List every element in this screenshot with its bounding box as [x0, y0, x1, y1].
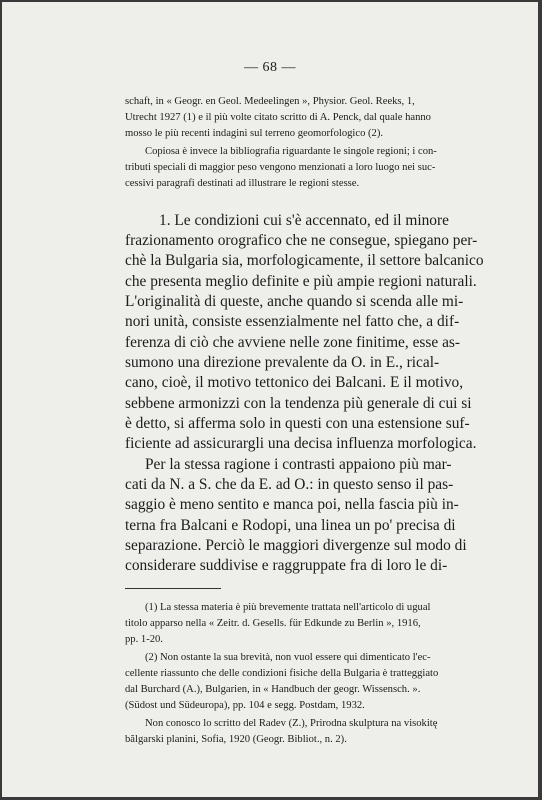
footnote-line: pp. 1-20.: [125, 634, 163, 645]
footnote-line: cellente riassunto che delle condizioni fisiche della Bulgaria è tratteggiato: [125, 668, 439, 679]
body-line: L'originalità di queste, anche quando si scenda alle mi-: [125, 293, 464, 310]
intro-line: schaft, in « Geogr. en Geol. Medeelingen », Physior. Geol. Reeks, 1,: [125, 96, 415, 107]
body-line: che presenta meglio definite e più ampie regioni naturali.: [125, 273, 477, 290]
body-line: terna fra Balcani e Rodopi, una linea un po' precisa di: [125, 517, 456, 534]
body-line: ficiente ad assicurargli una decisa influenza morfologica.: [125, 435, 477, 452]
footnote-line: dal Burchard (A.), Bulgarien, in « Handbuch der geogr. Wissensch. ».: [125, 684, 421, 695]
intro-line: mosso le più recenti indagini sul terreno geomorfologico (2).: [125, 128, 384, 139]
body-line: sebbene armonizzi con la tendenza più generale di cui si: [125, 395, 472, 412]
footnote-line: (Südost und Südeuropa), pp. 104 e segg. Postdam, 1932.: [125, 700, 365, 711]
footnote-rule: [125, 588, 221, 589]
body-line: nori unità, consiste essenzialmente nel fatto che, a dif-: [125, 313, 460, 330]
book-page: [2, 2, 538, 797]
intro-line: Copiosa è invece la bibliografia riguardante le singole regioni; i con-: [145, 146, 437, 157]
body-line: frazionamento orografico che ne consegue, spiegano per-: [125, 232, 478, 249]
intro-line: Utrecht 1927 (1) e il più volte citato scritto di A. Penck, dal quale hanno: [125, 112, 431, 123]
body-line: separazione. Perciò le maggiori divergenze sul modo di: [125, 537, 467, 554]
body-line: sumono una direzione prevalente da O. in E., rical-: [125, 354, 440, 371]
intro-line: tributi speciali di maggior peso vengono menzionati a loro luogo nei suc-: [125, 162, 436, 173]
footnote-line: titolo apparso nella « Zeitr. d. Gesells. für Edkunde zu Berlin », 1916,: [125, 618, 421, 629]
body-line: 1. Le condizioni cui s'è accennato, ed il minore: [159, 212, 449, 229]
footnote-line: Non conosco lo scritto del Radev (Z.), Prirodna skulptura na visokitę: [145, 718, 438, 729]
body-line: cati da N. a S. che da E. ad O.: in questo senso il pas-: [125, 476, 454, 493]
body-line: Per la stessa ragione i contrasti appaiono più mar-: [145, 456, 452, 473]
body-line: chè la Bulgaria sia, morfologicamente, il settore balcanico: [125, 252, 484, 269]
footnote-line: (2) Non ostante la sua brevità, non vuol essere qui dimenticato l'ec-: [145, 652, 431, 663]
body-line: considerare suddivise e raggruppate fra di loro le di-: [125, 557, 448, 574]
body-line: ferenza di ciò che avviene nelle zone finitime, esse as-: [125, 334, 461, 351]
body-line: saggio è meno sentito e manca poi, nella fascia più in-: [125, 496, 459, 513]
intro-line: cessivi paragrafi destinati ad illustrare le regioni stesse.: [125, 178, 360, 189]
footnote-line: bălgarski planini, Sofia, 1920 (Geogr. Bibliot., n. 2).: [125, 734, 347, 745]
page-number: — 68 —: [244, 60, 296, 75]
body-line: cano, cioè, il motivo tettonico dei Balcani. E il motivo,: [125, 374, 464, 391]
footnote-line: (1) La stessa materia è più brevemente trattata nell'articolo di ugual: [145, 602, 431, 613]
body-line: è detto, si afferma solo in questi con una estensione suf-: [125, 415, 470, 432]
